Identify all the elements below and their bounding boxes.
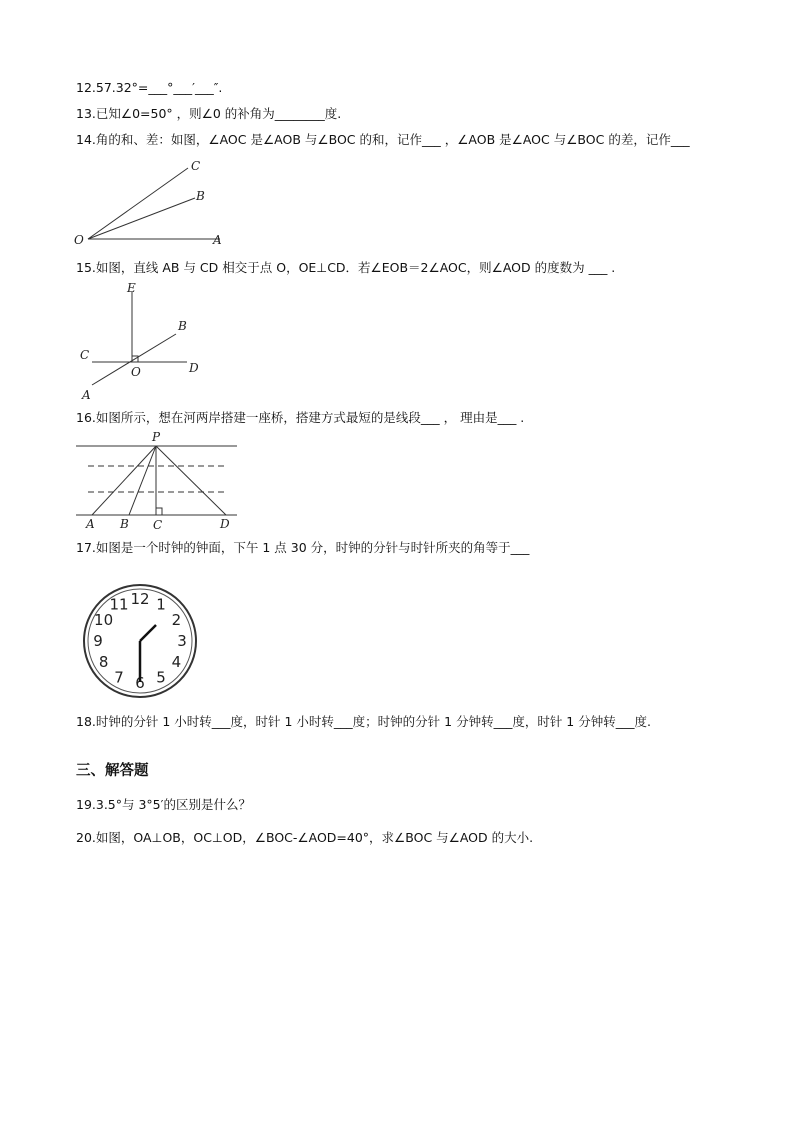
- figure-16-river-bridge: [74, 428, 244, 533]
- label-B: B: [178, 319, 187, 333]
- clock-number-6: 6: [135, 674, 145, 692]
- question-16: 16.如图所示，想在河两岸搭建一座桥，搭建方式最短的是线段___ ， 理由是___ .: [76, 410, 525, 425]
- clock-face-diagram: [78, 582, 204, 698]
- question-17: 17.如图是一个时钟的钟面，下午 1 点 30 分，时钟的分针与时针所夹的角等于___: [76, 540, 530, 555]
- label-A: A: [82, 388, 91, 402]
- clock-number-1: 1: [156, 595, 166, 614]
- figure-14-angle-diagram: [70, 152, 240, 252]
- label-P: P: [152, 430, 161, 444]
- question-13: 13.已知∠0=50° ，则∠0 的补角为________度.: [76, 106, 342, 121]
- question-14: 14.角的和、差：如图，∠AOC 是∠AOB 与∠BOC 的和，记作___ ，∠AOB 是∠AOC 与∠BOC 的差，记作___: [76, 132, 690, 147]
- question-12: 12.57.32°=___°___′___″.: [76, 80, 223, 95]
- question-20: 20.如图，OA⊥OB，OC⊥OD，∠BOC-∠AOD=40°，求∠BOC 与∠AOD 的大小.: [76, 830, 534, 845]
- question-19: 19.3.5°与 3°5′的区别是什么？: [76, 797, 251, 812]
- clock-number-4: 4: [171, 653, 182, 671]
- label-C: C: [191, 159, 201, 173]
- clock-number-8: 8: [98, 653, 109, 671]
- label-B: B: [196, 189, 205, 203]
- clock-number-3: 3: [177, 632, 187, 650]
- label-A: A: [213, 233, 222, 247]
- clock-number-10: 10: [94, 611, 114, 629]
- label-D: D: [189, 361, 199, 375]
- question-18: 18.时钟的分针 1 小时转___度，时针 1 小时转___度；时钟的分针 1 分钟转___度，时针 1 分钟转___度.: [76, 714, 651, 729]
- figure-15-intersecting-lines: [74, 278, 214, 403]
- label-A: A: [86, 517, 95, 531]
- label-C: C: [80, 348, 90, 362]
- label-C: C: [153, 518, 163, 532]
- clock-number-11: 11: [109, 595, 129, 614]
- clock-number-5: 5: [156, 668, 166, 687]
- label-O: O: [74, 233, 84, 247]
- label-O: O: [131, 365, 141, 379]
- label-D: D: [220, 517, 230, 531]
- clock-number-7: 7: [114, 668, 124, 687]
- question-15: 15.如图，直线 AB 与 CD 相交于点 O，OE⊥CD．若∠EOB＝2∠AOC，则∠AOD 的度数为 ___ .: [76, 260, 616, 275]
- clock-number-2: 2: [171, 611, 182, 629]
- clock-number-12: 12: [130, 590, 150, 608]
- label-B: B: [120, 517, 129, 531]
- section-heading: 三、解答题: [76, 763, 149, 779]
- label-E: E: [127, 281, 136, 295]
- clock-number-9: 9: [93, 632, 103, 650]
